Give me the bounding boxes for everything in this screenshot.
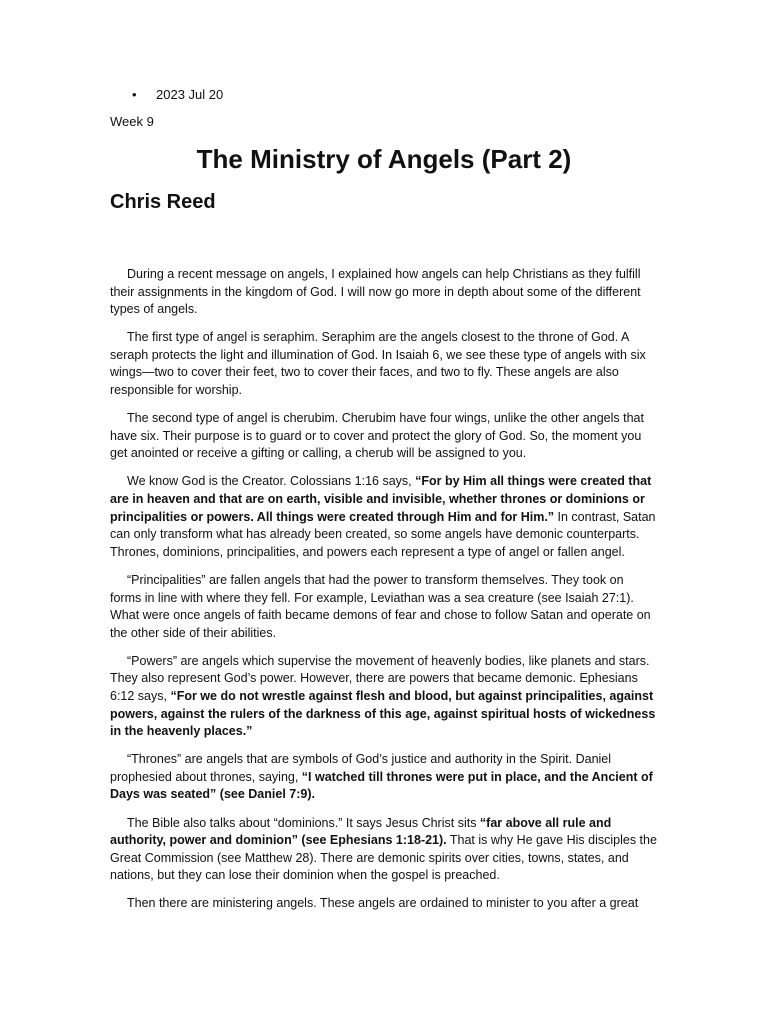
date-list xyxy=(132,86,223,104)
paragraph-text: Then there are ministering angels. These angels are ordained to minister to you after a great xyxy=(127,896,639,911)
paragraph-text: The Bible also talks about “dominions.” It says Jesus Christ sits xyxy=(127,815,480,830)
article-paragraph xyxy=(110,266,658,319)
article-paragraph xyxy=(110,410,658,463)
paragraph-text: During a recent message on angels, I explained how angels can help Christians as they fulfill their assignments in the kingdom of God. I will now go more in depth about some of the different types of angels. xyxy=(110,267,641,317)
paragraph-text: The second type of angel is cherubim. Cherubim have four wings, unlike the other angels that have six. Their purpose is to guard or to cover and protect the glory of God. So, the moment you get anointed or receive a gifting or calling, a cherub will be assigned to you. xyxy=(110,411,644,461)
scripture-quote: “For we do not wrestle against flesh and blood, but against principalities, against powers, against the rulers of the darkness of this age, against spiritual hosts of wickedness in the heavenly places.” xyxy=(110,688,656,739)
paragraph-text: “Principalities” are fallen angels that had the power to transform themselves. They took on forms in line with where they fell. For example, Leviathan was a sea creature (see Isaiah 27:1). What were once angels of faith became demons of fear and chose to follow Satan and operate on the other side of their abilities. xyxy=(110,572,651,640)
article-paragraph xyxy=(110,572,658,642)
scripture-quote: “For by Him all things were created that are in heaven and that are on earth, visible and invisible, whether thrones or dominions or principalities or powers. All things were created through Him and for Him.” xyxy=(110,474,652,524)
date-item: • 2023 Jul 20 xyxy=(132,86,223,104)
article-body xyxy=(110,266,658,924)
article-title: The Ministry of Angels (Part 2) xyxy=(196,144,572,174)
article-author: Chris Reed xyxy=(110,191,216,213)
week-label: Week 9 xyxy=(110,114,154,129)
paragraph-text: That is why He gave His disciples the Great Commission (see Matthew 28). There are demonic spirits over cities, towns, states, and nations, but they can lose their dominion when the gospel is preached. xyxy=(110,833,657,883)
paragraph-text: “Powers” are angels which supervise the movement of heavenly bodies, like planets and stars. They also represent God’s power. However, there are powers that became demonic. Ephesians 6:12 says, xyxy=(110,653,650,703)
paragraph-text: In contrast, Satan can only transform what has already been created, so some angels have demonic counterparts. Thrones, dominions, principalities, and powers each represent a type of angel or fallen angel. xyxy=(110,509,656,559)
paragraph-text: The first type of angel is seraphim. Seraphim are the angels closest to the throne of God. A seraph protects the light and illumination of God. In Isaiah 6, we see these type of angels with six wings—two to cover their feet, two to cover their faces, and two to fly. These angels are also responsible for worship. xyxy=(110,330,646,398)
article-paragraph xyxy=(110,653,658,741)
article-paragraph xyxy=(110,473,658,561)
scripture-quote: “far above all rule and authority, power and dominion” (see Ephesians 1:18-21). xyxy=(110,815,612,848)
article-paragraph xyxy=(110,815,658,885)
article-paragraph xyxy=(110,895,658,913)
article-paragraph xyxy=(110,329,658,399)
scripture-quote: “I watched till thrones were put in place, and the Ancient of Days was seated” (see Daniel 7:9). xyxy=(110,769,653,802)
paragraph-text: We know God is the Creator. Colossians 1:16 says, xyxy=(127,474,416,489)
paragraph-text: “Thrones” are angels that are symbols of God’s justice and authority in the Spirit. Daniel prophesied about thrones, saying, xyxy=(110,752,612,784)
article-paragraph xyxy=(110,751,658,804)
